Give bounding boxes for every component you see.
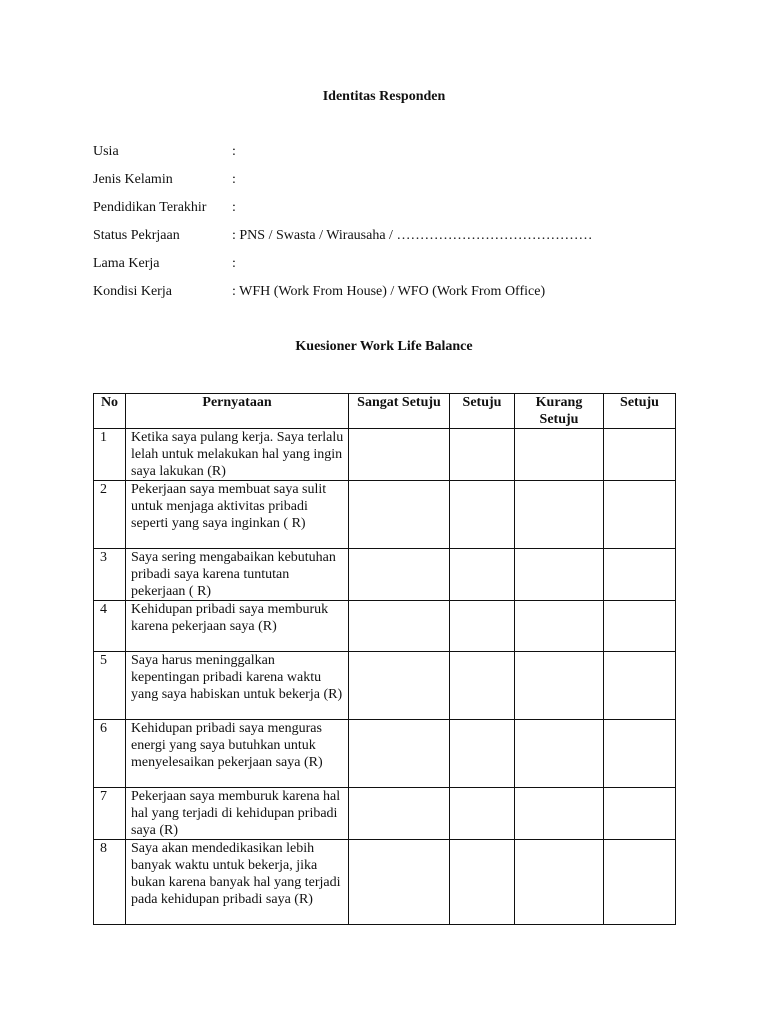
field-label: Kondisi Kerja (93, 284, 172, 299)
field-label: Jenis Kelamin (93, 172, 173, 187)
answer-cell[interactable] (450, 652, 515, 720)
table-header-row (94, 394, 676, 429)
answer-cell[interactable] (515, 429, 604, 481)
field-label: Status Pekrjaan (93, 228, 180, 243)
row-number: 2 (94, 481, 126, 549)
answer-cell[interactable] (604, 601, 676, 652)
row-statement: Saya sering mengabaikan kebutuhan pribadi saya karena tuntutan pekerjaan ( R) (126, 549, 349, 601)
row-number: 3 (94, 549, 126, 601)
field-label: Lama Kerja (93, 256, 160, 271)
header-statement: Pernyataan (126, 394, 349, 429)
answer-cell[interactable] (349, 652, 450, 720)
header-setuju-2: Setuju (604, 394, 676, 429)
field-value: : (232, 172, 236, 187)
row-statement: Saya akan mendedikasikan lebih banyak waktu untuk bekerja, jika bukan karena banyak hal yang terjadi pada kehidupan pribadi saya (R) (126, 840, 349, 925)
answer-cell[interactable] (349, 429, 450, 481)
row-number: 4 (94, 601, 126, 652)
table-row (94, 601, 676, 652)
answer-cell[interactable] (349, 601, 450, 652)
answer-cell[interactable] (349, 549, 450, 601)
field-value: : (232, 256, 236, 271)
questionnaire-table (93, 393, 676, 925)
table-row (94, 788, 676, 840)
row-statement: Saya harus meninggalkan kepentingan pribadi karena waktu yang saya habiskan untuk bekerja (R) (126, 652, 349, 720)
table-row (94, 720, 676, 788)
answer-cell[interactable] (349, 788, 450, 840)
row-statement: Kehidupan pribadi saya menguras energi yang saya butuhkan untuk menyelesaikan pekerjaan saya (R) (126, 720, 349, 788)
answer-cell[interactable] (604, 720, 676, 788)
answer-cell[interactable] (515, 652, 604, 720)
field-value: : (232, 200, 236, 215)
answer-cell[interactable] (515, 720, 604, 788)
answer-cell[interactable] (450, 549, 515, 601)
answer-cell[interactable] (604, 788, 676, 840)
table-row (94, 429, 676, 481)
row-number: 5 (94, 652, 126, 720)
field-value: : WFH (Work From House) / WFO (Work From Office) (232, 284, 546, 299)
answer-cell[interactable] (604, 481, 676, 549)
answer-cell[interactable] (515, 840, 604, 925)
row-number: 6 (94, 720, 126, 788)
answer-cell[interactable] (515, 549, 604, 601)
questionnaire-title: Kuesioner Work Life Balance (295, 339, 473, 354)
row-number: 8 (94, 840, 126, 925)
row-statement: Kehidupan pribadi saya memburuk karena pekerjaan saya (R) (126, 601, 349, 652)
header-sangat-setuju: Sangat Setuju (349, 394, 450, 429)
answer-cell[interactable] (604, 549, 676, 601)
field-label: Pendidikan Terakhir (93, 200, 207, 215)
answer-cell[interactable] (604, 652, 676, 720)
answer-cell[interactable] (450, 601, 515, 652)
answer-cell[interactable] (515, 481, 604, 549)
row-statement: Ketika saya pulang kerja. Saya terlalu lelah untuk melakukan hal yang ingin saya lakukan (R) (126, 429, 349, 481)
table-row (94, 481, 676, 549)
answer-cell[interactable] (450, 788, 515, 840)
field-label: Usia (93, 144, 119, 159)
header-kurang-setuju: Kurang Setuju (515, 394, 604, 429)
answer-cell[interactable] (515, 788, 604, 840)
field-value: : PNS / Swasta / Wirausaha / …………………………………… (232, 228, 593, 243)
answer-cell[interactable] (604, 429, 676, 481)
field-value: : (232, 144, 236, 159)
answer-cell[interactable] (450, 720, 515, 788)
answer-cell[interactable] (450, 429, 515, 481)
answer-cell[interactable] (450, 840, 515, 925)
answer-cell[interactable] (604, 840, 676, 925)
header-setuju: Setuju (450, 394, 515, 429)
answer-cell[interactable] (349, 481, 450, 549)
table-row (94, 652, 676, 720)
answer-cell[interactable] (349, 720, 450, 788)
answer-cell[interactable] (349, 840, 450, 925)
header-no: No (94, 394, 126, 429)
row-statement: Pekerjaan saya membuat saya sulit untuk menjaga aktivitas pribadi seperti yang saya inginkan ( R) (126, 481, 349, 549)
answer-cell[interactable] (515, 601, 604, 652)
table-row (94, 549, 676, 601)
answer-cell[interactable] (450, 481, 515, 549)
row-statement: Pekerjaan saya memburuk karena hal hal yang terjadi di kehidupan pribadi saya (R) (126, 788, 349, 840)
row-number: 7 (94, 788, 126, 840)
row-number: 1 (94, 429, 126, 481)
page-title: Identitas Responden (322, 89, 446, 104)
table-row (94, 840, 676, 925)
